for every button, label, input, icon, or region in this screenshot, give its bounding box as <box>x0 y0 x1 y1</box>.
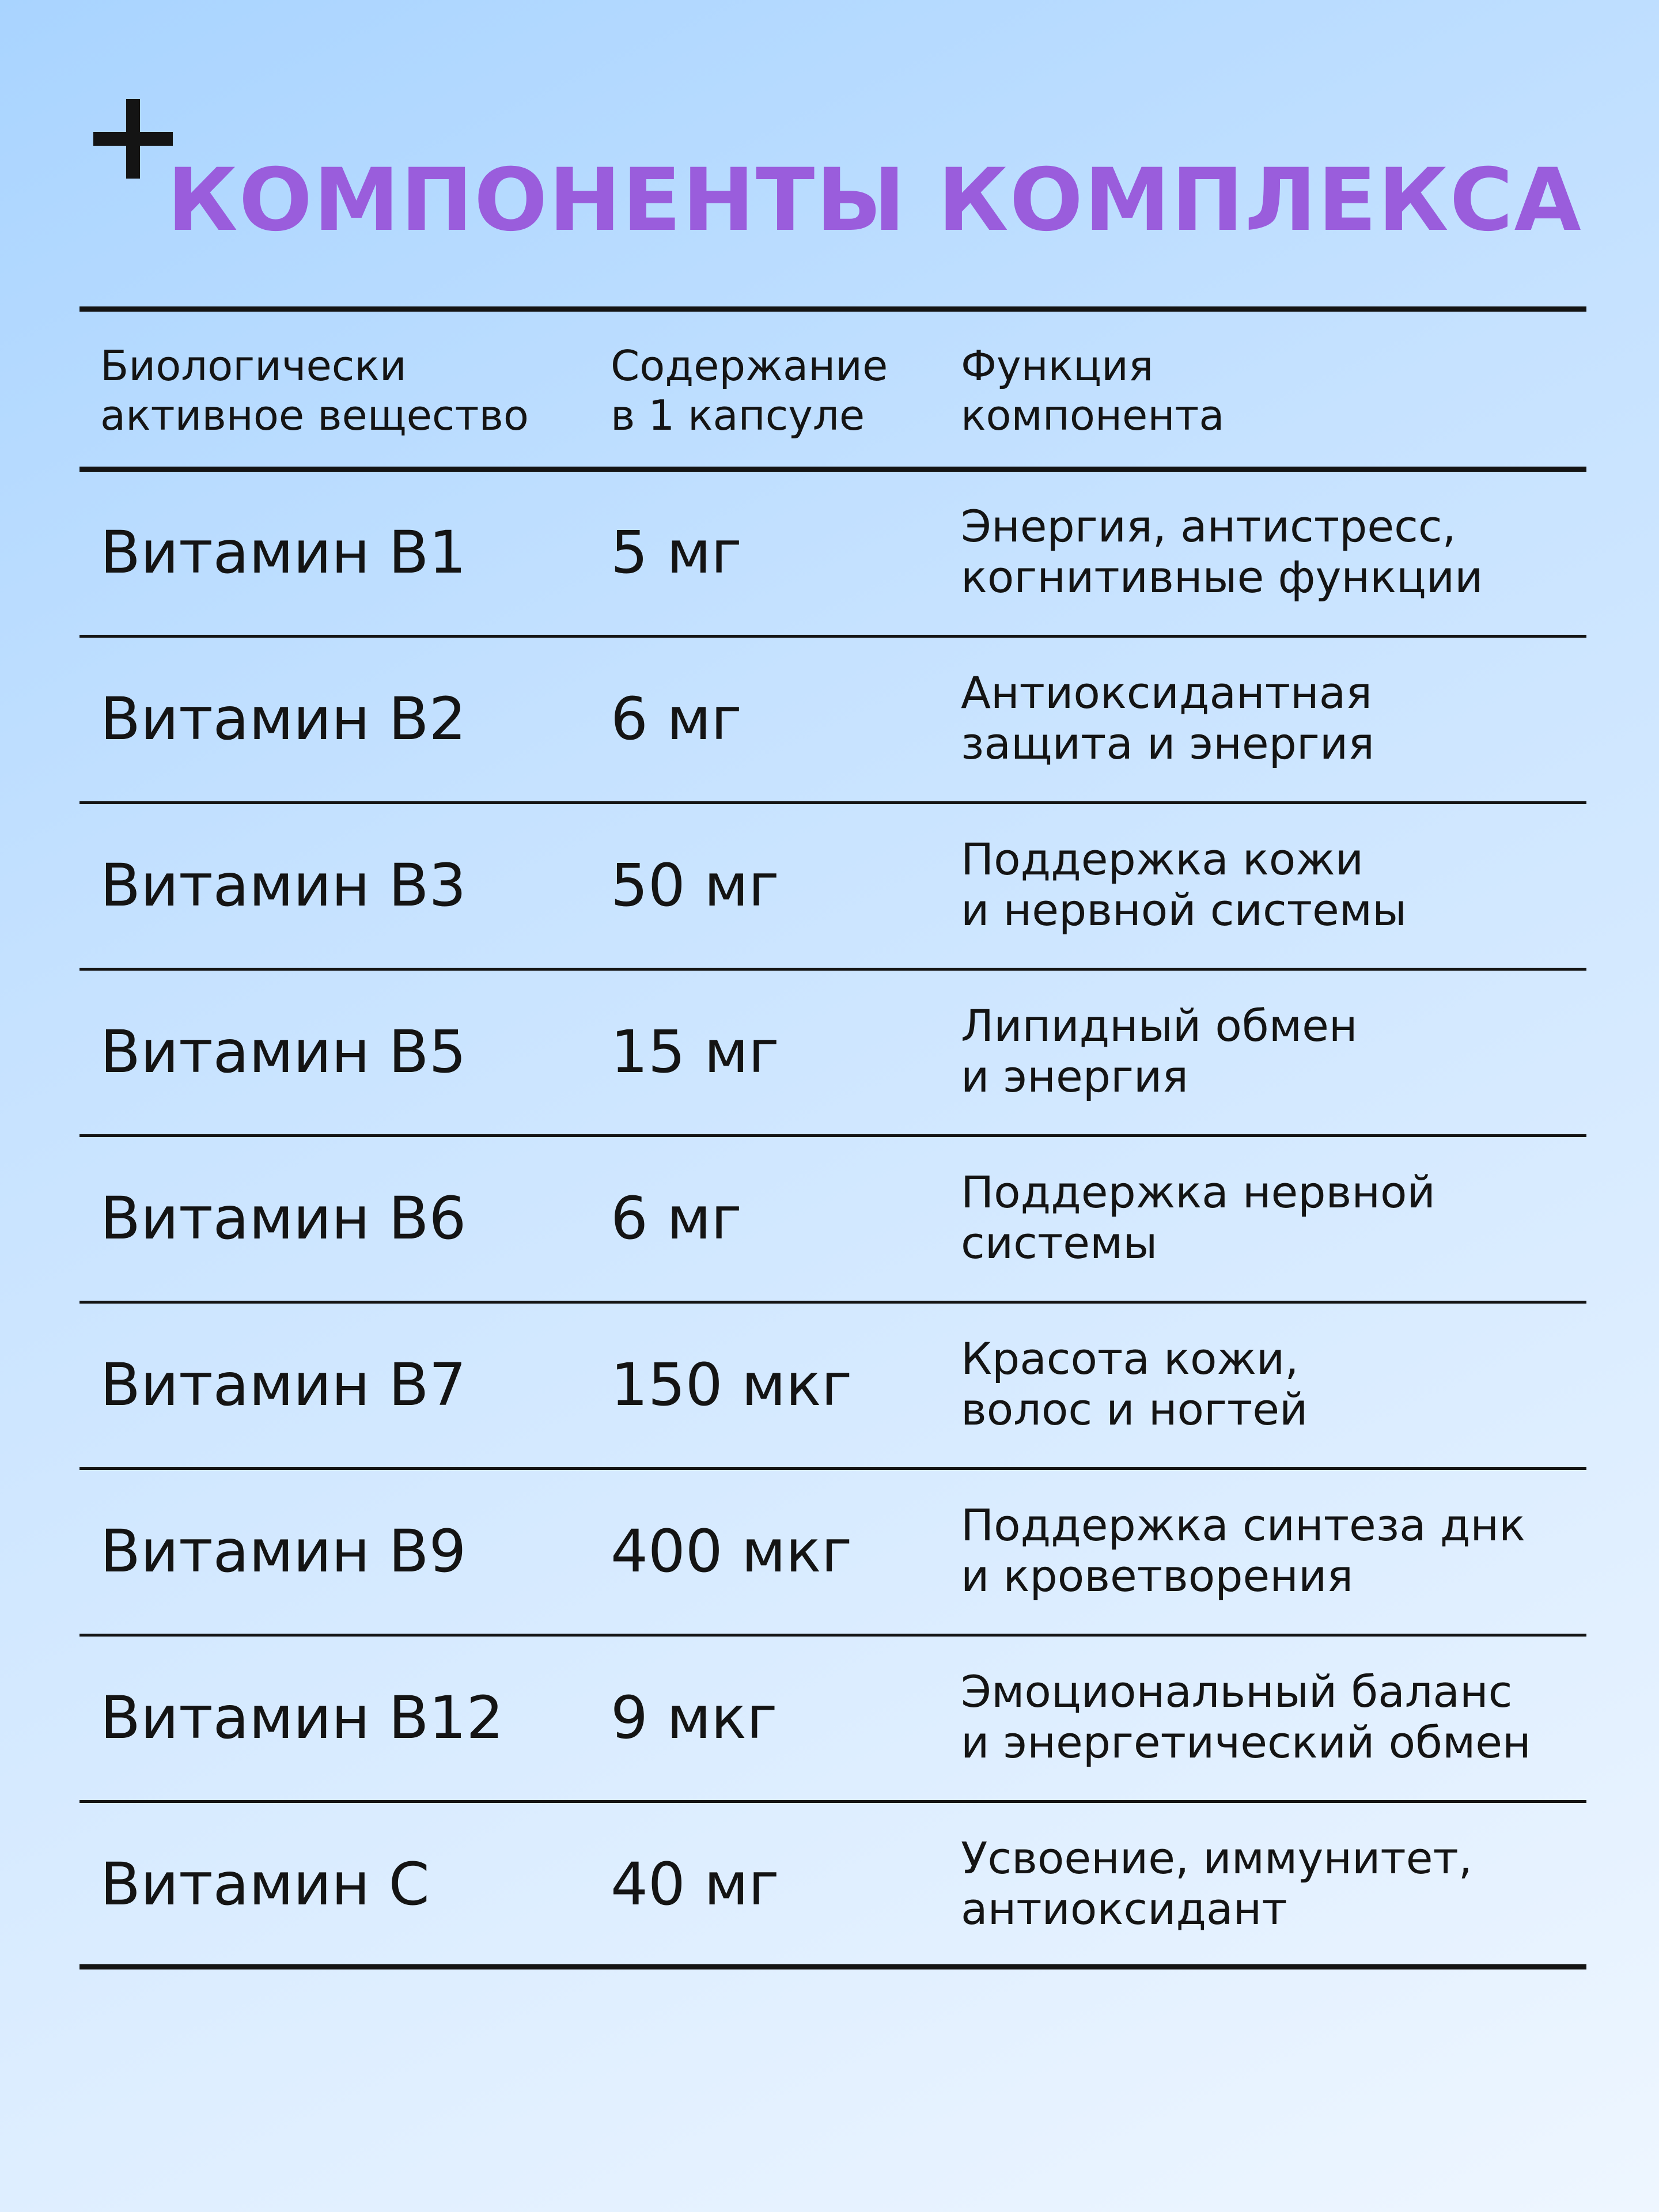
page-title: КОМПОНЕНТЫ КОМПЛЕКСА <box>167 150 1582 251</box>
row-substance-name: Витамин B9 <box>100 1517 467 1586</box>
row-divider <box>79 968 1586 971</box>
row-divider <box>79 1634 1586 1637</box>
row-divider <box>79 1134 1586 1137</box>
row-function: Энергия, антистресс, когнитивные функции <box>961 501 1483 603</box>
table-bottom-rule <box>79 1964 1586 1969</box>
row-substance-name: Витамин C <box>100 1850 430 1919</box>
plus-icon <box>93 99 173 179</box>
row-dose: 50 мг <box>611 851 779 920</box>
row-function: Липидный обмен и энергия <box>961 1000 1358 1102</box>
row-dose: 5 мг <box>611 518 742 587</box>
table-top-rule <box>79 306 1586 312</box>
row-function: Эмоциональный баланс и энергетический обмен <box>961 1666 1531 1768</box>
row-dose: 6 мг <box>611 1184 742 1253</box>
row-substance-name: Витамин B3 <box>100 851 467 920</box>
row-substance-name: Витамин B7 <box>100 1351 467 1419</box>
row-divider <box>79 801 1586 804</box>
row-substance-name: Витамин B12 <box>100 1684 504 1752</box>
row-substance-name: Витамин B2 <box>100 685 467 753</box>
row-function: Антиоксидантная защита и энергия <box>961 667 1374 769</box>
row-function: Поддержка синтеза днк и кроветворения <box>961 1499 1526 1601</box>
row-dose: 6 мг <box>611 685 742 753</box>
row-dose: 400 мкг <box>611 1517 853 1586</box>
row-substance-name: Витамин B1 <box>100 518 467 587</box>
row-divider <box>79 1800 1586 1803</box>
header-substance: Биологически активное вещество <box>100 342 529 440</box>
row-divider <box>79 1467 1586 1470</box>
row-substance-name: Витамин B6 <box>100 1184 467 1253</box>
row-dose: 40 мг <box>611 1850 779 1919</box>
row-function: Усвоение, иммунитет, антиоксидант <box>961 1832 1472 1934</box>
row-function: Поддержка нервной системы <box>961 1166 1435 1268</box>
header-bottom-rule <box>79 467 1586 472</box>
row-divider <box>79 635 1586 638</box>
row-function: Красота кожи, волос и ногтей <box>961 1333 1308 1435</box>
row-substance-name: Витамин B5 <box>100 1018 467 1086</box>
header-function: Функция компонента <box>961 342 1225 440</box>
row-dose: 9 мкг <box>611 1684 778 1752</box>
header-content: Содержание в 1 капсуле <box>611 342 888 440</box>
row-function: Поддержка кожи и нервной системы <box>961 834 1407 935</box>
row-dose: 150 мкг <box>611 1351 853 1419</box>
row-dose: 15 мг <box>611 1018 779 1086</box>
row-divider <box>79 1301 1586 1304</box>
